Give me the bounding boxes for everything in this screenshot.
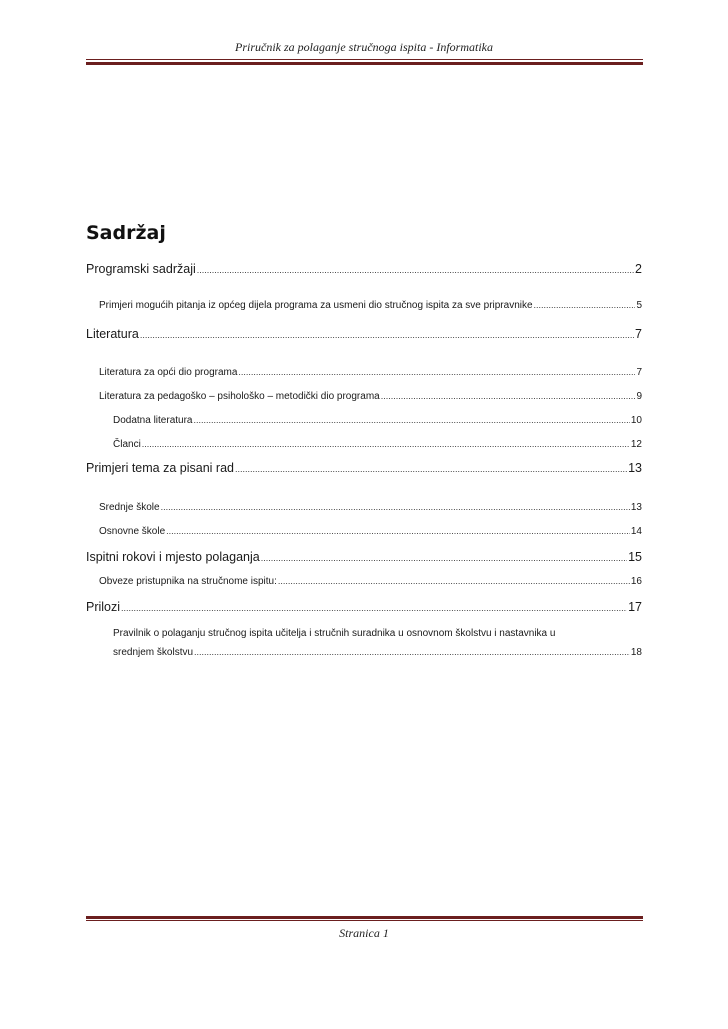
toc-page-number: 9 bbox=[636, 391, 642, 402]
page-number-footer: Stranica 1 bbox=[339, 926, 389, 940]
toc-entry-pravilnik[interactable] bbox=[113, 625, 642, 662]
toc-dot-leader bbox=[534, 300, 636, 310]
toc-entry-label: Ispitni rokovi i mjesto polaganja bbox=[86, 550, 260, 564]
toc-entry-label: Literatura za pedagoško – psihološko – metodički dio programa bbox=[99, 391, 380, 402]
toc-dot-leader bbox=[194, 643, 630, 661]
toc-page-number: 13 bbox=[630, 502, 642, 513]
toc-dot-leader bbox=[142, 439, 630, 449]
toc-entry-label: Primjeri tema za pisani rad bbox=[86, 461, 234, 475]
toc-entry-label: Članci bbox=[113, 439, 141, 450]
toc-entry-label: Literatura za opći dio programa bbox=[99, 367, 238, 378]
toc-entry-dodatna-literatura[interactable] bbox=[113, 415, 642, 426]
toc-entry-literatura-pedagosko[interactable] bbox=[99, 391, 642, 402]
toc-page-number: 18 bbox=[630, 647, 642, 658]
toc-dot-leader bbox=[381, 391, 636, 401]
toc-heading: Sadržaj bbox=[86, 222, 166, 244]
toc-entry-label: Dodatna literatura bbox=[113, 415, 193, 426]
toc-entry-srednje-skole[interactable] bbox=[99, 502, 642, 513]
toc-entry-line2 bbox=[113, 643, 642, 662]
toc-entry-label-line1: Pravilnik o polaganju stručnog ispita učitelja i stručnih suradnika u osnovnom školstvu i nastavnika u bbox=[113, 628, 556, 639]
toc-entry-literatura-opci-dio[interactable] bbox=[99, 367, 642, 378]
toc-entry-prilozi[interactable] bbox=[86, 600, 642, 614]
toc-entry-label: Prilozi bbox=[86, 600, 121, 614]
footer-rule-thin bbox=[86, 920, 643, 921]
toc-page-number: 14 bbox=[630, 526, 642, 537]
toc-dot-leader bbox=[166, 526, 630, 536]
toc-page-number: 15 bbox=[628, 550, 642, 564]
toc-entry-label: Literatura bbox=[86, 327, 139, 341]
toc-dot-leader bbox=[161, 502, 630, 512]
toc-entry-label: Primjeri mogućih pitanja iz općeg dijela programa za usmeni dio stručnog ispita za sve pripravnike bbox=[99, 300, 533, 311]
footer-rule-thick bbox=[86, 916, 643, 919]
toc-dot-leader bbox=[121, 603, 627, 613]
header-rule-thin bbox=[86, 59, 643, 60]
toc-entry-osnovne-skole[interactable] bbox=[99, 526, 642, 537]
toc-page-number: 7 bbox=[635, 327, 642, 341]
toc-entry-primjeri-pitanja[interactable] bbox=[99, 300, 642, 311]
toc-dot-leader bbox=[140, 330, 634, 340]
toc-entry-label: Programski sadržaji bbox=[86, 262, 196, 276]
toc-entry-clanci[interactable] bbox=[113, 439, 642, 450]
header-rule-thick bbox=[86, 62, 643, 65]
toc-dot-leader bbox=[261, 553, 627, 563]
toc-entry-ispitni-rokovi[interactable] bbox=[86, 550, 642, 564]
toc-dot-leader bbox=[278, 576, 630, 586]
toc-entry-label-line2: srednjem školstvu bbox=[113, 647, 194, 658]
page-header-title: Priručnik za polaganje stručnoga ispita - Informatika bbox=[235, 40, 493, 54]
toc-page-number: 5 bbox=[636, 300, 642, 311]
toc-dot-leader bbox=[194, 415, 630, 425]
toc-page-number: 10 bbox=[630, 415, 642, 426]
toc-entry-label: Srednje škole bbox=[99, 502, 160, 513]
toc-page-number: 12 bbox=[630, 439, 642, 450]
toc-page-number: 13 bbox=[628, 461, 642, 475]
toc-entry-obveze-pristupnika[interactable] bbox=[99, 576, 642, 587]
toc-page-number: 7 bbox=[636, 367, 642, 378]
toc-dot-leader bbox=[238, 367, 635, 377]
toc-entry-literatura[interactable] bbox=[86, 327, 642, 341]
toc-entry-programski-sadrzaji[interactable] bbox=[86, 262, 642, 276]
toc-dot-leader bbox=[197, 265, 634, 275]
toc-page-number: 2 bbox=[635, 262, 642, 276]
toc-page-number: 17 bbox=[628, 600, 642, 614]
toc-page-number: 16 bbox=[630, 576, 642, 587]
toc-entry-label: Osnovne škole bbox=[99, 526, 166, 537]
toc-entry-primjeri-tema[interactable] bbox=[86, 461, 642, 475]
toc-entry-label: Obveze pristupnika na stručnome ispitu: bbox=[99, 576, 277, 587]
toc-dot-leader bbox=[235, 464, 627, 474]
